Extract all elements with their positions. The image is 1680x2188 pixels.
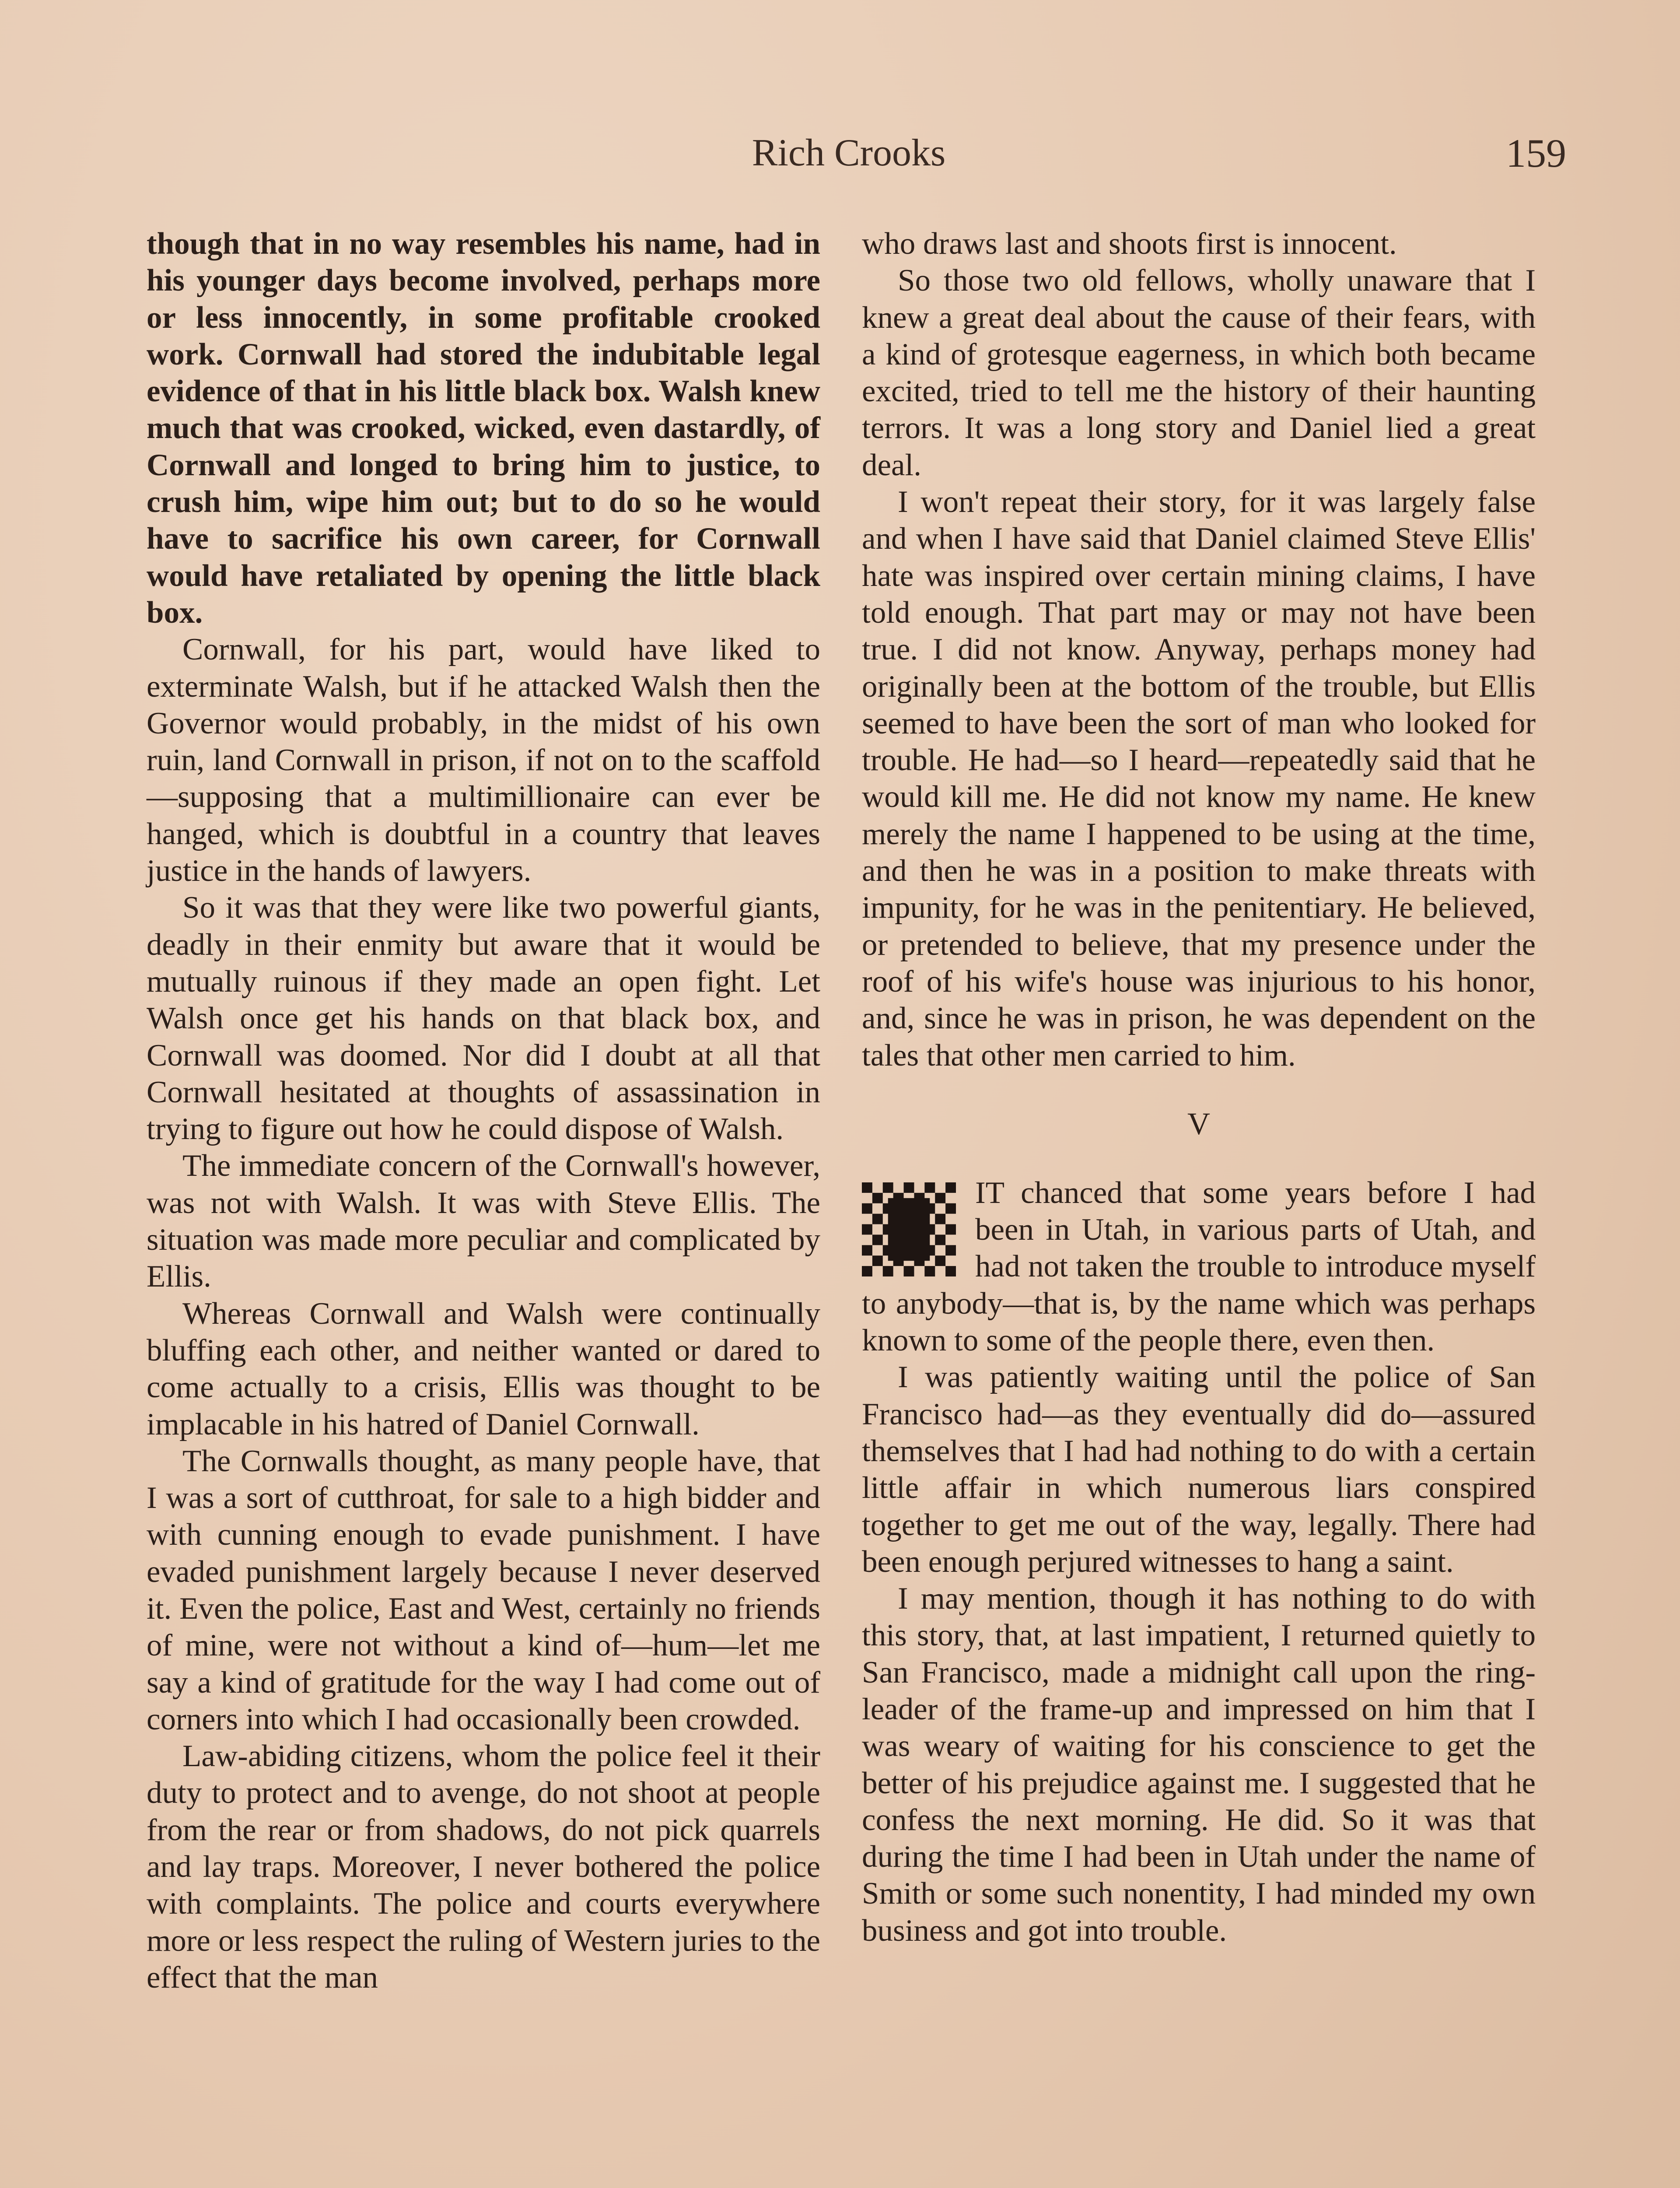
paragraph: Cornwall, for his part, would have liked to exterminate Walsh, but if he attacked Walsh then the Governor would probably, in the midst of his own ruin, land Cornwall in prison, if not on to the scaffold—supposing that a multimillionaire can ever be hanged, which is doubtful in a country that leaves justice in the hands of lawyers.	[147, 632, 820, 888]
paragraph: I was patiently waiting until the police of San Francisco had—as they eventually did do—assured themselves that I had had nothing to do with a certain little affair in which numerous liars conspired together to get me out of the way, legally. There had been enough perjured witnesses to hang a saint.	[862, 1360, 1536, 1579]
section-heading: V	[1187, 1106, 1210, 1141]
decorative-dropcap-icon	[862, 1182, 956, 1276]
paragraph: Whereas Cornwall and Walsh were continually bluffing each other, and neither wanted or dared to come actually to a crisis, Ellis was thought to be implacable in his hatred of Daniel Cornwall.	[147, 1296, 820, 1441]
paragraph: Law-abiding citizens, whom the police feel it their duty to protect and to avenge, do not shoot at people from the rear or from shadows, do not pick quarrels and lay traps. Moreover, I never bothered the police with complaints. The police and courts everywhere more or less respect the ruling of Western juries to the effect that the man	[147, 1739, 820, 1995]
paragraph: The Cornwalls thought, as many people have, that I was a sort of cutthroat, for sale to a high bidder and with cunning enough to evade punishment. I have evaded punishment largely because I never deserved it. Even the police, East and West, certainly no friends of mine, were not without a kind of—hum—let me say a kind of gratitude for the way I had come out of corners into which I had occasionally been crowded.	[147, 1444, 820, 1736]
paragraph: though that in no way resembles his name, had in his younger days become involved, perhaps more or less innocently, in some profitable crooked work. Cornwall had stored the indubitable legal evidence of that in his little black box. Walsh knew much that was crooked, wicked, even dastardly, of Cornwall and longed to bring him to justice, to crush him, wipe him out; but to do so he would have to sacrifice his own career, for Cornwall would have retaliated by opening the little black box.	[147, 227, 820, 630]
dropcap-paragraph	[862, 1175, 1536, 1359]
left-column	[147, 225, 820, 1996]
running-header-title: Rich Crooks	[752, 132, 946, 174]
right-column	[862, 225, 1536, 1949]
page-number: 159	[1506, 131, 1566, 175]
paragraph: I won't repeat their story, for it was largely false and when I have said that Daniel claimed Steve Ellis' hate was inspired over certain mining claims, I have told enough. That part may or may not have been true. I did not know. Anyway, perhaps money had originally been at the bottom of the trouble, but Ellis seemed to have been the sort of man who looked for trouble. He had—so I heard—repeatedly said that he would kill me. He did not know my name. He knew merely the name I happened to be using at the time, and then he was in a position to make threats with impunity, for he was in the penitentiary. He believed, or pretended to believe, that my presence under the roof of his wife's house was injurious to his honor, and, since he was in prison, he was dependent on the tales that other men carried to him.	[862, 485, 1536, 1073]
paragraph: who draws last and shoots first is innocent.	[862, 227, 1397, 261]
paragraph: The immediate concern of the Cornwall's however, was not with Walsh. It was with Steve Ellis. The situation was made more peculiar and complicated by Ellis.	[147, 1149, 820, 1294]
paragraph: So it was that they were like two powerful giants, deadly in their enmity but aware that it would be mutually ruinous if they made an open fight. Let Walsh once get his hands on that black box, and Cornwall was doomed. Nor did I doubt at all that Cornwall hesitated at thoughts of assassination in trying to figure out how he could dispose of Walsh.	[147, 891, 820, 1147]
paragraph: So those two old fellows, wholly unaware that I knew a great deal about the cause of their fears, with a kind of grotesque eagerness, in which both became excited, tried to tell me the history of their haunting terrors. It was a long story and Daniel lied a great deal.	[862, 263, 1536, 482]
dropcap-paragraph-text: IT chanced that some years before I had been in Utah, in various parts of Utah, and had not taken the trouble to introduce myself to anybody—that is, by the name which was perhaps known to some of the people there, even then.	[862, 1175, 1536, 1358]
paragraph: I may mention, though it has nothing to do with this story, that, at last impatient, I returned quietly to San Francisco, made a midnight call upon the ring-leader of the frame-up and impressed on him that I was weary of waiting for his conscience to get the better of his prejudice against me. I suggested that he confess the next morning. He did. So it was that during the time I had been in Utah under the name of Smith or some such nonentity, I had minded my own business and got into trouble.	[862, 1581, 1536, 1948]
